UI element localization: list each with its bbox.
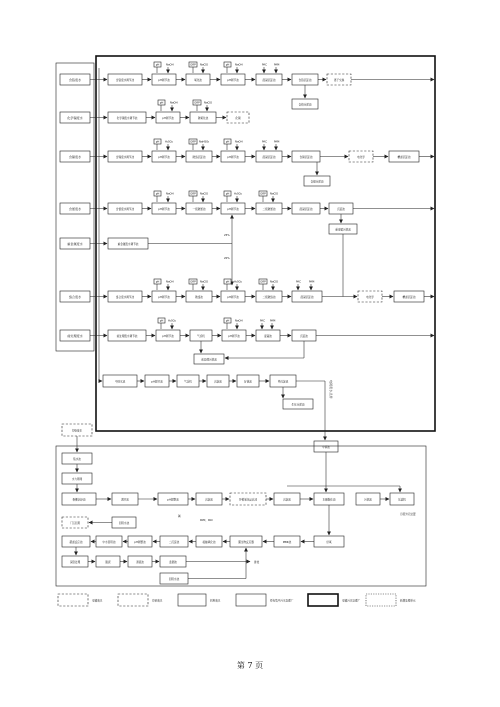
settle-2-label: 沉淀池 — [283, 498, 291, 502]
dose-naoh: NaOH — [235, 63, 243, 67]
legend-swatch-2 — [118, 594, 148, 606]
cx-tank-3-label: 破络池 — [195, 295, 203, 299]
dose-orp: ORP — [190, 192, 196, 196]
cr-tank-4-label: pH调节池 — [227, 78, 239, 82]
legend-swatch-6 — [366, 594, 396, 606]
dose-h2so4: H₂SO₄ — [168, 319, 176, 323]
dewater-label: 脱泥 — [105, 560, 111, 564]
pre-tank-1-label: 前处理废水调节池 — [116, 334, 138, 338]
legend-swatch-3 — [178, 594, 206, 606]
mbr-tank-label: MBR池 — [282, 540, 292, 544]
dose-ph: pH — [159, 319, 164, 323]
hydrolysis-label: 水解酸化池 — [322, 498, 336, 502]
dose-pac: PAC — [296, 280, 301, 284]
cn-tank-2-label: pH调节池 — [158, 207, 170, 211]
plant-reuse-label: 厂区回用 — [69, 521, 81, 525]
pre-sludge-label: 前处理污泥池 — [201, 358, 217, 362]
dose-orp: ORP — [194, 101, 200, 105]
collection-tank-label: 集水池 — [73, 457, 81, 461]
mid-tank-5-label: 好氧池 — [244, 380, 252, 384]
feed-cr-label: 含铬废水 — [68, 77, 82, 82]
cr-tank-3-label: 氧化池 — [194, 78, 202, 82]
ni-tank-3-label: 破络沉淀池 — [192, 155, 206, 159]
cx-tank-4-label: pH调节池 — [227, 295, 239, 299]
feed-chni-label: 化学镍废水 — [67, 115, 83, 120]
bio-sludge-label: 生化污泥池 — [291, 403, 305, 407]
cr-tank-5-label: 混凝沉淀池 — [262, 78, 276, 82]
monitor-tank-label: 监测池 — [169, 560, 177, 564]
ni-tank-2-label: pH调节池 — [158, 155, 170, 159]
legend-label-5: 电镀污水处理厂 — [342, 599, 361, 603]
dose-pac: PAC — [262, 140, 267, 144]
reuse-tank-2-label: 回用水池 — [168, 577, 180, 581]
hm-sludge-label: 重金属污泥池 — [335, 228, 351, 232]
chni-tank-4-label: 化镍 — [235, 116, 241, 120]
feed-cn-label: 含氰废水 — [68, 206, 82, 211]
uf-tank-label: 超滤反应池 — [69, 540, 83, 544]
ni-tank-5-label: 混凝沉淀池 — [262, 155, 276, 159]
dose-naoh: NaOH — [235, 319, 243, 323]
dose-ph: pH — [225, 63, 230, 67]
cx-tank-5-label: 二级破络池 — [262, 295, 276, 299]
dose-ph: pH — [155, 192, 160, 196]
dose-ph: pH — [155, 280, 160, 284]
ni-sludge-label: 含镍污泥池 — [310, 180, 324, 184]
cn-tank-1-label: 含氰废水调节池 — [115, 207, 135, 211]
plating-discharge-label: 电镀废水总排 — [329, 380, 333, 399]
dose-pam-pac: PAM、PAC — [200, 519, 213, 522]
fenton-label: 芬顿氧化反应池 — [238, 498, 258, 502]
dose-orp: ORP — [260, 280, 266, 284]
dose-naclo: NaClO — [200, 63, 209, 67]
legend-swatch-1 — [58, 594, 88, 606]
reuse-tank-label: 回用水池 — [118, 521, 130, 525]
cx-tank-1-label: 络合废水调节池 — [115, 295, 135, 299]
legend-swatch-4 — [236, 594, 266, 606]
dose-h2so4: H₂SO₄ — [165, 140, 173, 144]
cr-sludge-label: 含铬污泥池 — [298, 103, 312, 107]
dose-naclo: NaClO — [270, 192, 279, 196]
dose-orp: ORP — [190, 63, 196, 67]
cr-ion-exchange-label: 离子交换 — [333, 78, 345, 82]
dose-pam: PAM — [270, 319, 276, 323]
dose-naclo: NaClO — [204, 101, 213, 105]
sludge-outbound: 污泥外运处置 — [400, 513, 416, 516]
row-biochemical — [99, 68, 338, 452]
cn-tank-5-label: 二级破氰池 — [262, 207, 276, 211]
cn-tank-7-label: 沉淀池 — [337, 207, 345, 211]
legend — [58, 594, 416, 606]
hm-tank-1-label: 重金属废水调节池 — [117, 242, 139, 246]
ni-fine-filter-label: 精滤沉淀池 — [397, 155, 411, 159]
cn-tank-4-label: pH调节池 — [227, 207, 239, 211]
sludge-tank-label: 污泥池 — [364, 498, 372, 502]
contact-ox-label: 接触氧化池 — [202, 540, 216, 544]
row-pretreatment — [108, 318, 434, 364]
dose-pam: PAM — [274, 63, 280, 67]
mid-tank-1-label: 中间水池 — [114, 380, 126, 384]
pre-tank-3-label: 气浮机 — [197, 334, 205, 338]
dye-source-label: 印染废水 — [71, 429, 83, 433]
legend-label-1: 电镀废水 — [92, 599, 103, 603]
dose-pam: PAM — [309, 280, 315, 284]
ph-adjust-label: pH调整池 — [167, 498, 179, 502]
deep-treat-label: 深度处理 — [69, 560, 81, 564]
legend-label-4: 原有集中污水处理厂 — [270, 599, 294, 603]
cr-tank-2-label: pH调节池 — [158, 78, 170, 82]
legend-label-6: 新增处理单元 — [400, 599, 416, 603]
dose-pac: PAC — [260, 319, 265, 323]
page-number: 第 7 页 — [236, 661, 264, 670]
dose-pac: PAC — [262, 63, 267, 67]
mid-tank-3-label: 气浮机 — [184, 380, 192, 384]
legend-swatch-5 — [308, 594, 338, 606]
dose-naoh: NaOH — [170, 101, 178, 105]
reuse-mid-label: 中水回用池 — [102, 540, 116, 544]
discharge-label: 排放 — [254, 561, 260, 564]
row-chromium — [108, 62, 434, 109]
dose-orp: ORP — [190, 140, 196, 144]
ni-tank-1-label: 含镍废水调节池 — [115, 155, 135, 159]
dose-ph: pH — [225, 319, 230, 323]
ni-tank-6-label: 含镍沉淀池 — [299, 155, 313, 159]
feed-cx-label: 络合废水 — [68, 294, 82, 299]
row-complex — [108, 279, 434, 302]
dose-naclo: NaClO — [200, 280, 209, 284]
ph-2-label: pH调整池 — [134, 540, 146, 544]
dose-naoh: NaOH — [166, 192, 174, 196]
dose-naclo: NaClO — [270, 280, 279, 284]
feed-hm-label: 重金属废水 — [67, 241, 83, 246]
cx-tank-6-label: 混凝沉淀池 — [300, 295, 314, 299]
lower-section — [62, 424, 416, 584]
screen-label: 水力筛网 — [71, 477, 83, 481]
mid-tank-2-label: pH调节池 — [151, 380, 163, 384]
feed-boxes — [60, 74, 90, 341]
row-chemical-nickel — [108, 100, 249, 123]
intermediate-tank-label: 中间池 — [322, 445, 330, 449]
pre-tank-6-label: 沉淀池 — [300, 334, 308, 338]
cx-tank-2-label: pH调节池 — [158, 295, 170, 299]
settle-1-label: 沉淀池 — [205, 498, 213, 502]
dose-h2so4: H₂SO₄ — [234, 280, 242, 284]
dose-naoh: NaOH — [235, 140, 243, 144]
ni-tank-4-label: pH调节池 — [227, 155, 239, 159]
dose-ph: pH — [225, 192, 230, 196]
legend-label-3: 回用废水 — [210, 599, 221, 603]
dose-h2so4: H₂SO₄ — [234, 192, 242, 196]
pre-tank-2-label: pH调节池 — [162, 334, 174, 338]
settle-3-label: 二沉淀池 — [168, 540, 180, 544]
mbr-unit-label: 膜生物反应器 — [238, 540, 254, 544]
dose-ph: pH — [155, 140, 160, 144]
dose-ph: pH — [155, 63, 160, 67]
dose-pam: PAM — [274, 140, 280, 144]
dose-nahso3: NaHSO₃ — [199, 140, 210, 144]
pre-tank-4-label: pH调节池 — [228, 334, 240, 338]
chni-tank-3-label: 破氧化池 — [197, 116, 209, 120]
dose-naoh: NaOH — [166, 63, 174, 67]
mid-tank-4-label: 沉淀池 — [214, 380, 222, 384]
cr-tank-6-label: 含铬沉淀池 — [298, 78, 312, 82]
chni-tank-2-label: pH调节池 — [162, 116, 174, 120]
dose-orp: ORP — [190, 280, 196, 284]
filter-press-label: 压滤机 — [398, 498, 406, 502]
feed-ni-label: 含镍废水 — [68, 154, 82, 159]
reg-tank-label: 调节池 — [121, 498, 129, 502]
grit-tank-label: 格栅沉砂池 — [72, 498, 86, 502]
row-nickel — [108, 139, 434, 186]
aerobic-label: 好氧 — [326, 540, 332, 544]
dose-ph: pH — [225, 140, 230, 144]
feed-pre-label: 前处理废水 — [67, 333, 83, 338]
dose-ph: pH — [225, 280, 230, 284]
cx-fine-filter-label: 精滤沉淀池 — [402, 295, 416, 299]
dose-ph: pH — [159, 101, 164, 105]
cn-tank-6-label: 混凝沉淀池 — [299, 207, 313, 211]
chni-tank-1-label: 化学镍废水调节池 — [116, 116, 138, 120]
clear-tank-label: 清液池 — [136, 560, 144, 564]
pct-25: 25% — [224, 234, 230, 237]
dose-naclo: NaClO — [200, 192, 209, 196]
cr-tank-1-label: 含铬废水调节池 — [115, 78, 135, 82]
pct-20: 20% — [224, 257, 230, 260]
row-cyanide — [108, 191, 434, 234]
cn-tank-3-label: 一级破氰池 — [192, 207, 206, 211]
legend-label-2: 印染废水 — [152, 599, 163, 603]
pre-tank-5-label: 混凝池 — [264, 334, 272, 338]
dose-base: 碱 — [178, 515, 181, 518]
dose-naoh: NaOH — [166, 280, 174, 284]
dose-orp: ORP — [260, 192, 266, 196]
mid-tank-6-label: 终沉淀池 — [277, 380, 289, 384]
ni-electrochem-label: 电化学 — [357, 155, 365, 159]
cx-electrochem-label: 电化学 — [366, 295, 374, 299]
